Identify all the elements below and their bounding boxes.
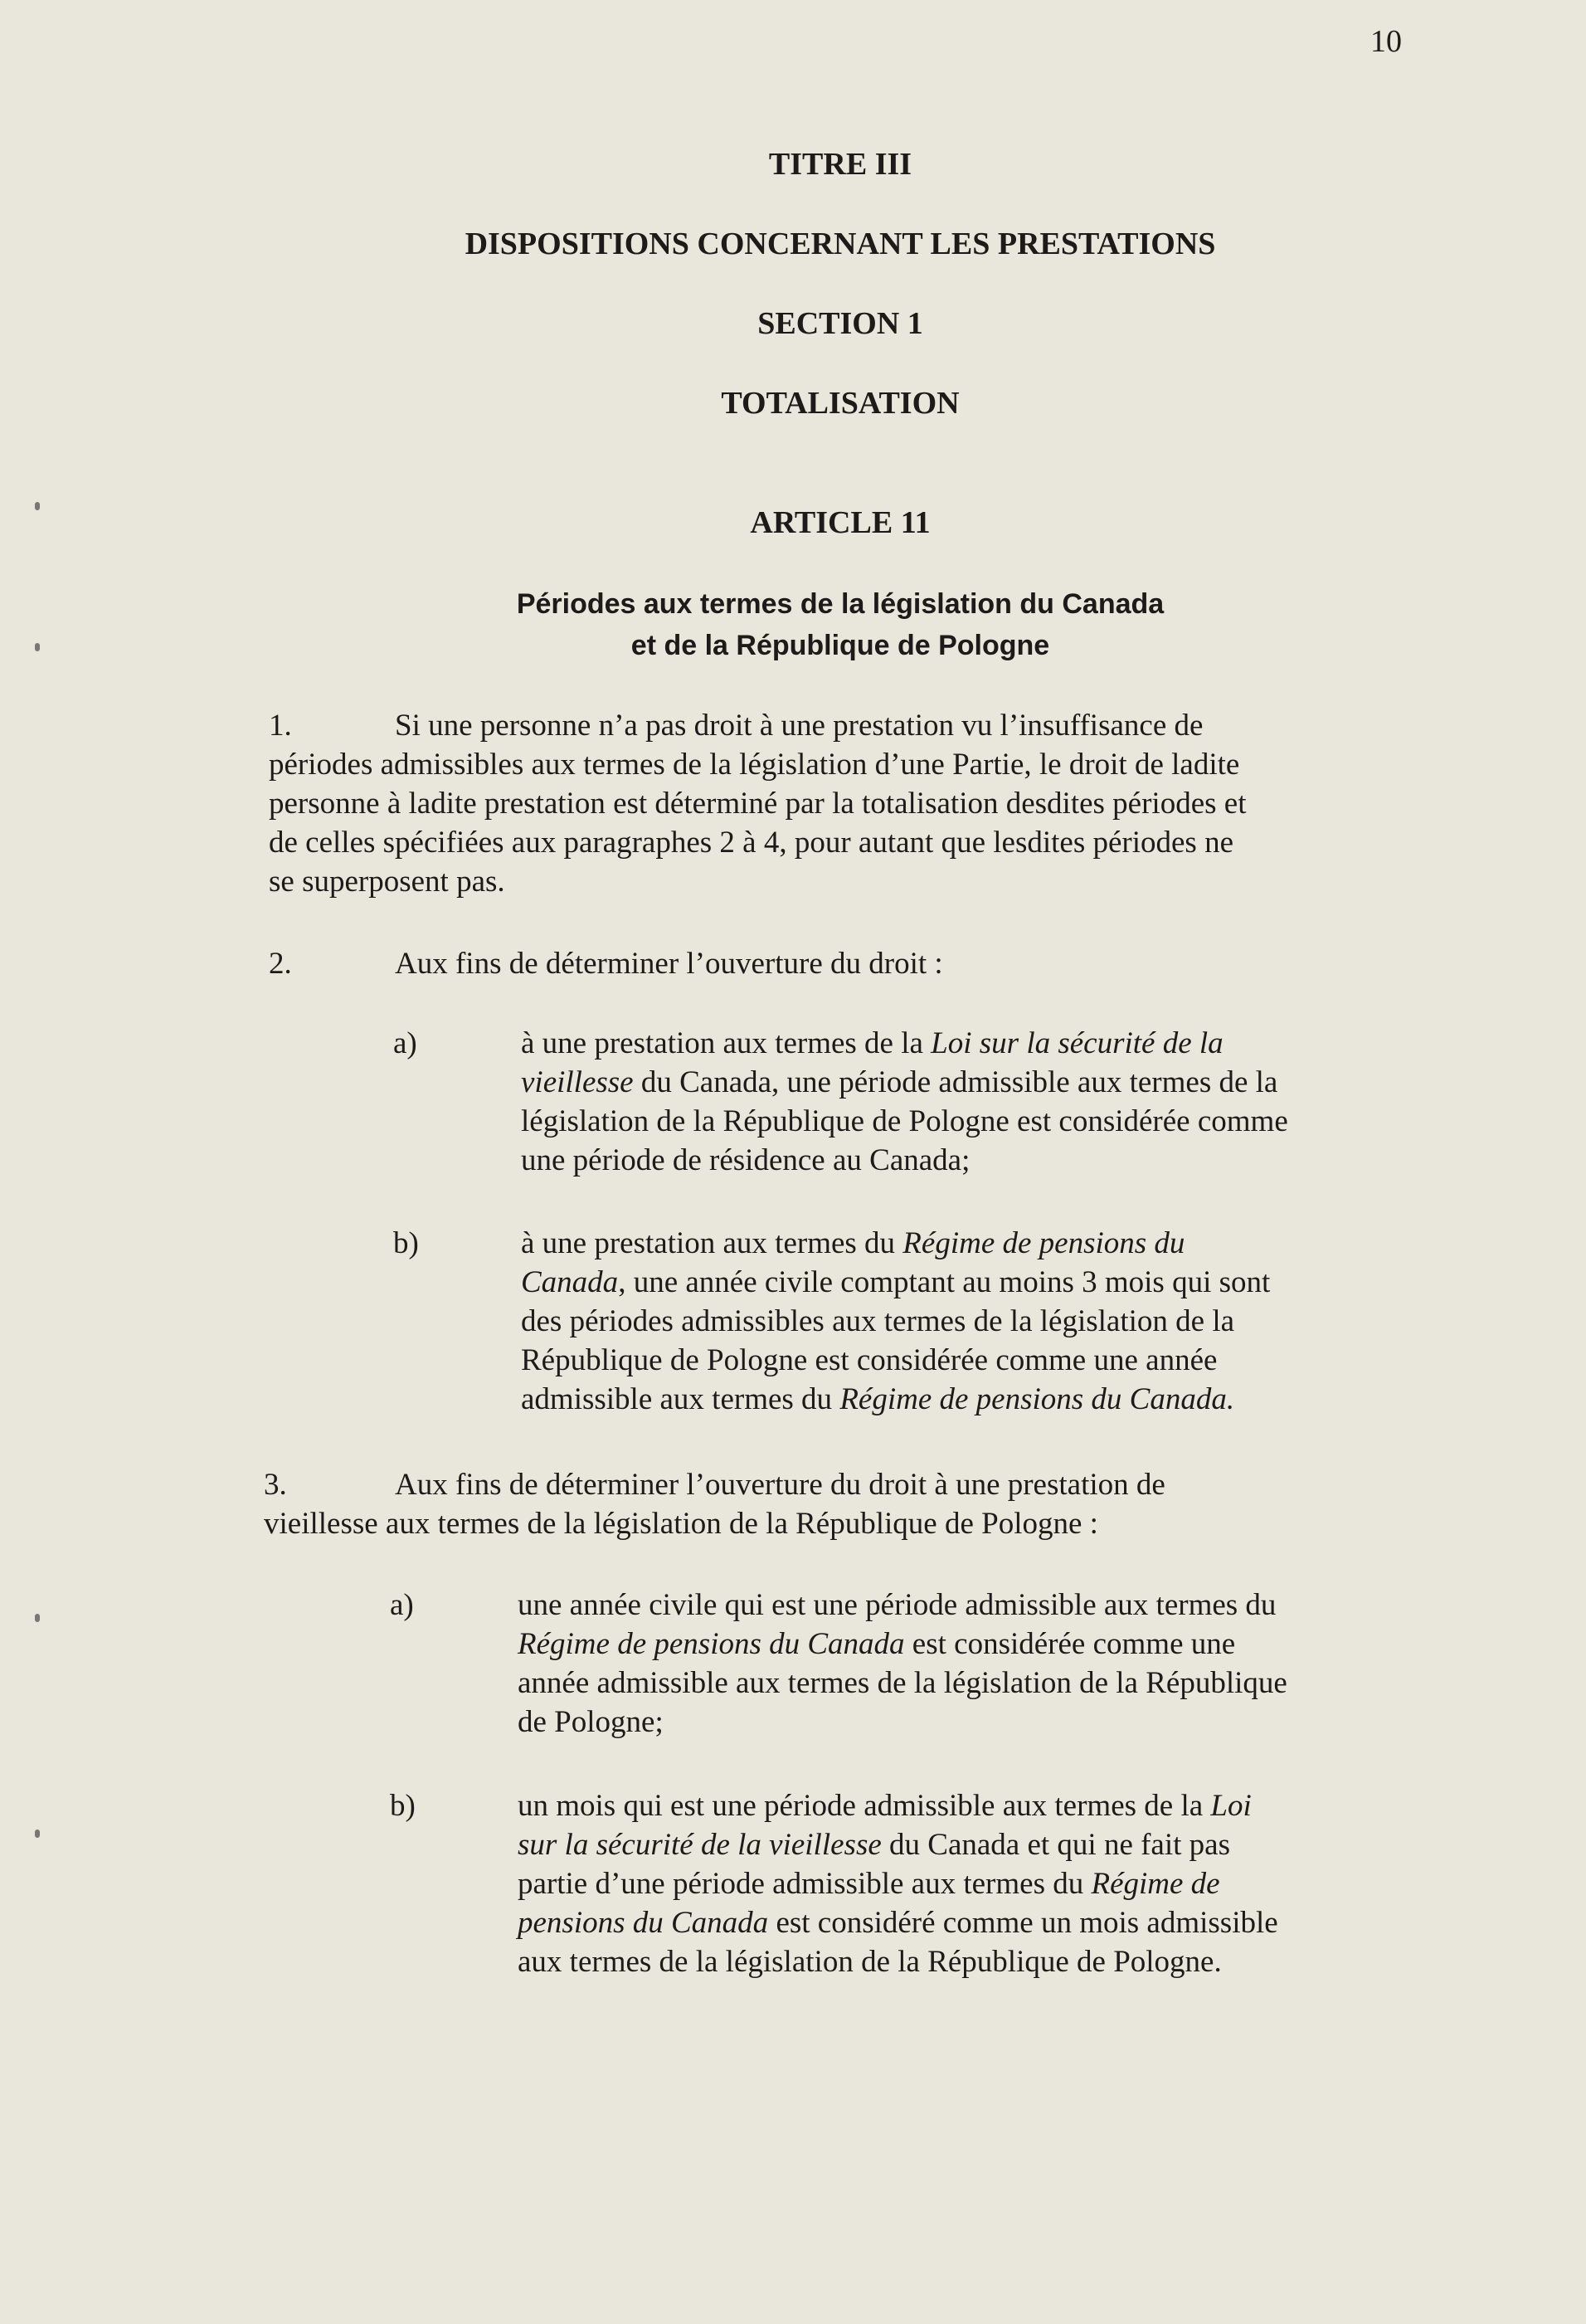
titre-heading: TITRE III <box>768 147 912 182</box>
article-subtitle-line1: Périodes aux termes de la législation du Canada <box>516 588 1165 620</box>
para1-line: périodes admissibles aux termes de la législation d’une Partie, le droit de ladite <box>269 748 1240 782</box>
para3a-line: Régime de pensions du Canada est considérée comme une <box>518 1627 1236 1661</box>
para2a-line: législation de la République de Pologne est considérée comme <box>521 1104 1288 1138</box>
para1-line: de celles spécifiées aux paragraphes 2 à 4, pour autant que lesdites périodes ne <box>269 826 1233 860</box>
para2a-line: vieillesse du Canada, une période admissible aux termes de la <box>521 1065 1278 1099</box>
para2-number: 2. <box>269 947 292 981</box>
para2b-line: Canada, une année civile comptant au moins 3 mois qui sont <box>521 1265 1271 1299</box>
title-subtitle: DISPOSITIONS CONCERNANT LES PRESTATIONS <box>465 227 1216 261</box>
para2b-line: des périodes admissibles aux termes de la législation de la <box>521 1304 1235 1338</box>
para3a-line: une année civile qui est une période admissible aux termes du <box>518 1588 1277 1622</box>
scan-mark <box>35 1829 40 1838</box>
para3b-line: partie d’une période admissible aux termes du Régime de <box>518 1867 1220 1901</box>
para3a-line: année admissible aux termes de la législation de la République <box>518 1666 1287 1700</box>
para2a-line: une période de résidence au Canada; <box>521 1143 971 1177</box>
para2b-line: à une prestation aux termes du Régime de pensions du <box>521 1226 1185 1260</box>
para1-line: se superposent pas. <box>269 865 505 899</box>
para3-line: vieillesse aux termes de la législation de la République de Pologne : <box>264 1507 1098 1541</box>
para1-line: personne à ladite prestation est déterminé par la totalisation desdites périodes et <box>269 787 1247 821</box>
scan-mark <box>35 1614 40 1622</box>
para3b-line: aux termes de la législation de la République de Pologne. <box>518 1945 1222 1979</box>
para2a-label: a) <box>393 1026 417 1060</box>
para1-number: 1. <box>269 709 292 743</box>
para1-line: Si une personne n’a pas droit à une prestation vu l’insuffisance de <box>395 709 1204 743</box>
para2b-line: République de Pologne est considérée comme une année <box>521 1343 1218 1377</box>
para3b-line: un mois qui est une période admissible aux termes de la Loi <box>518 1789 1252 1823</box>
para3b-label: b) <box>390 1789 416 1823</box>
para2-intro: Aux fins de déterminer l’ouverture du droit : <box>395 947 943 981</box>
para2b-line: admissible aux termes du Régime de pensions du Canada. <box>521 1382 1235 1416</box>
para3a-label: a) <box>390 1588 414 1622</box>
section-heading: SECTION 1 <box>757 306 923 341</box>
section-title: TOTALISATION <box>721 386 960 421</box>
para3-line: Aux fins de déterminer l’ouverture du droit à une prestation de <box>395 1468 1165 1502</box>
article-subtitle-line2: et de la République de Pologne <box>630 630 1050 661</box>
para2b-label: b) <box>393 1226 419 1260</box>
para2a-line: à une prestation aux termes de la Loi sur la sécurité de la <box>521 1026 1224 1060</box>
para3-number: 3. <box>264 1468 287 1502</box>
article-heading: ARTICLE 11 <box>750 505 931 540</box>
para3a-line: de Pologne; <box>518 1705 664 1739</box>
page-number: 10 <box>1370 24 1402 59</box>
para3b-line: sur la sécurité de la vieillesse du Canada et qui ne fait pas <box>518 1828 1230 1862</box>
para3b-line: pensions du Canada est considéré comme un mois admissible <box>518 1906 1278 1940</box>
